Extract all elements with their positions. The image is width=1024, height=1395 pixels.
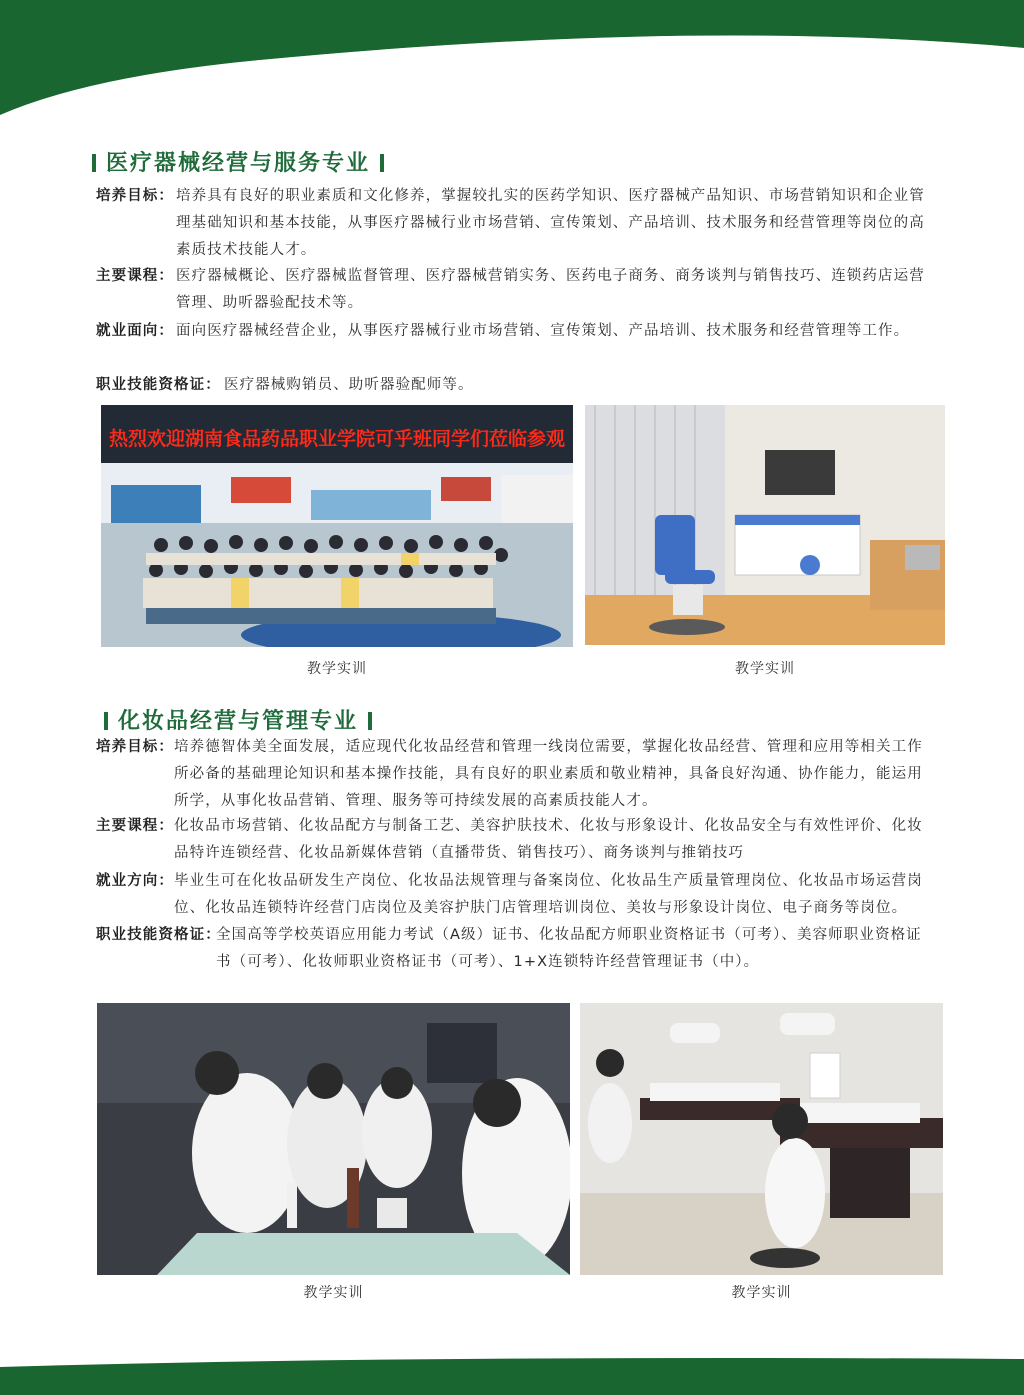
section-title-text: 化妆品经营与管理专业 (118, 709, 359, 734)
employment-row (96, 868, 936, 922)
row-label: 主要课程： (96, 818, 174, 834)
fitting-room-photo (585, 405, 945, 645)
title-bar-left (92, 154, 96, 172)
row-label: 就业方向： (96, 873, 174, 889)
row-text: 全国高等学校英语应用能力考试（A级）证书、化妆品配方师职业资格证书（可考）、美容师职业资格证书（可考）、化妆师职业资格证书（可考）、1+X连锁特许经营管理证书（中）。 (216, 927, 922, 970)
row-text: 培养具有良好的职业素质和文化修养，掌握较扎实的医药学知识、医疗器械产品知识、市场营销知识和企业管理基础知识和基本技能，从事医疗器械行业市场营销、宣传策划、产品培训、技术服务和经营管理等岗位的高素质技术技能人才。 (176, 188, 925, 258)
title-bar-right (368, 712, 372, 730)
main-courses-row (96, 813, 936, 867)
photo-caption: 教学实训 (735, 661, 795, 677)
training-goal-row (96, 183, 936, 264)
certificate-row (96, 922, 936, 976)
section-title-text: 医疗器械经营与服务专业 (106, 151, 371, 176)
beauty-room-photo (580, 1003, 943, 1275)
title-bar-right (380, 154, 384, 172)
top-green-band (0, 0, 1024, 120)
employment-row (96, 318, 936, 345)
row-text: 毕业生可在化妆品研发生产岗位、化妆品法规管理与备案岗位、化妆品生产质量管理岗位、化妆品市场运营岗位、化妆品连锁特许经营门店岗位及美容护肤门店管理培训岗位、美妆与形象设计岗位、电子商务等岗位。 (174, 873, 923, 916)
row-text: 医疗器械购销员、助听器验配师等。 (224, 377, 474, 393)
row-text: 面向医疗器械经营企业，从事医疗器械行业市场营销、宣传策划、产品培训、技术服务和经营管理等工作。 (176, 323, 910, 339)
row-text: 化妆品市场营销、化妆品配方与制备工艺、美容护肤技术、化妆与形象设计、化妆品安全与有效性评价、化妆品特许连锁经营、化妆品新媒体营销（直播带货、销售技巧）、商务谈判与推销技巧 (174, 818, 923, 861)
bottom-green-band (0, 1345, 1024, 1395)
row-label: 职业技能资格证： (96, 377, 221, 393)
certificate-row (96, 372, 936, 399)
title-bar-left (104, 712, 108, 730)
section-title-medical-devices (92, 146, 384, 177)
photo-caption: 教学实训 (731, 1285, 792, 1301)
photo-caption: 教学实训 (307, 661, 367, 677)
main-courses-row (96, 263, 936, 317)
training-goal-row (96, 734, 936, 815)
group-photo (101, 405, 573, 647)
row-label: 主要课程： (96, 268, 174, 284)
row-text: 培养德智体美全面发展，适应现代化妆品经营和管理一线岗位需要，掌握化妆品经营、管理和应用等相关工作所必备的基础理论知识和基本操作技能，具有良好的职业素质和敬业精神，具备良好沟通、协作能力，能运用所学，从事化妆品营销、管理、服务等可持续发展的高素质技能人才。 (174, 739, 923, 809)
row-label: 就业面向： (96, 323, 174, 339)
section-title-cosmetics (104, 704, 372, 735)
photo-caption: 教学实训 (303, 1285, 364, 1301)
row-label: 培养目标： (96, 188, 174, 204)
cosmetics-lab-photo (97, 1003, 570, 1275)
row-label: 职业技能资格证： (96, 927, 221, 943)
welcome-banner-text: 热烈欢迎湖南食品药品职业学院可乎班同学们莅临参观 (108, 428, 566, 450)
row-text: 医疗器械概论、医疗器械监督管理、医疗器械营销实务、医药电子商务、商务谈判与销售技巧、连锁药店运营管理、助听器验配技术等。 (176, 268, 925, 311)
row-label: 培养目标： (96, 739, 174, 755)
